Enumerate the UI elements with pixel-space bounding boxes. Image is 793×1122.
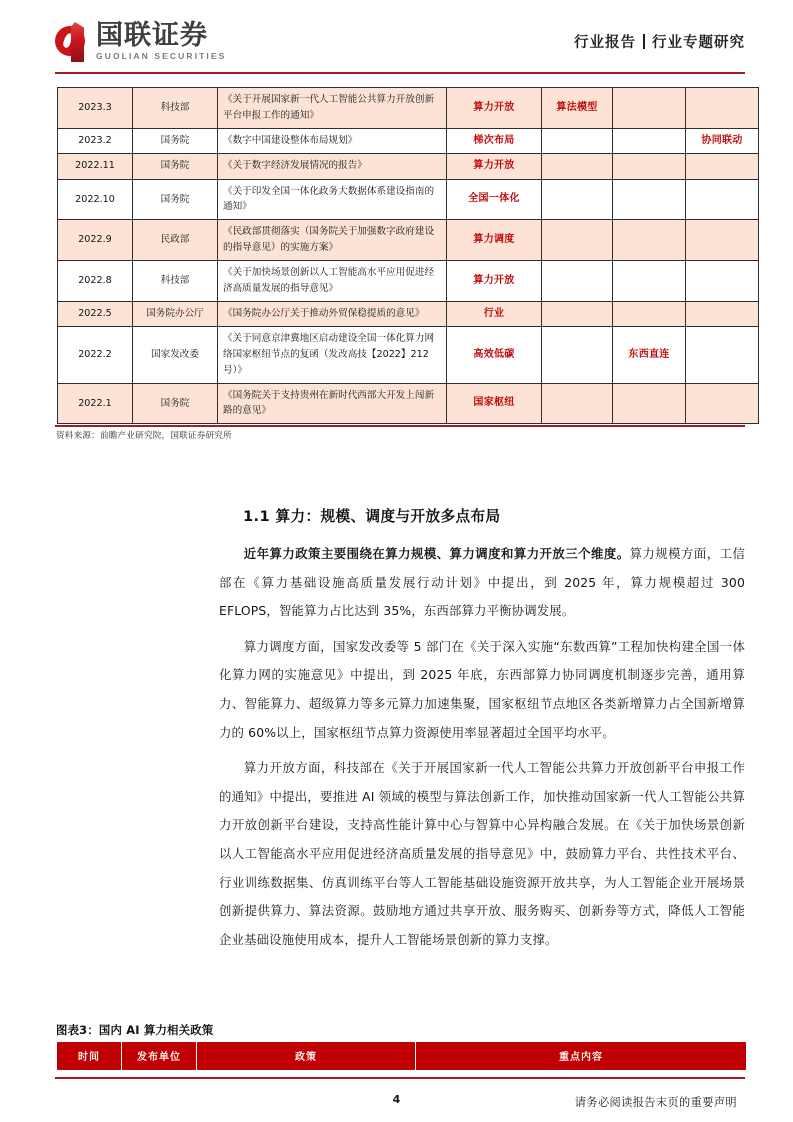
cell-keyword-1 [447, 327, 542, 383]
logo-wordmark [96, 19, 227, 61]
table-source-note: 资料来源：前瞻产业研究院，国联证券研究所 [56, 431, 232, 441]
cell-keyword-1 [447, 301, 542, 327]
cell-policy: 《民政部贯彻落实（国务院关于加强数字政府建设的指导意见）的实施方案》 [218, 220, 447, 261]
keyword-tag: 算力开放 [473, 101, 515, 113]
cell-date: 2022.11 [58, 154, 133, 180]
guolian-flame-icon [55, 20, 89, 62]
table-row [58, 260, 759, 301]
cell-org: 国务院 [133, 154, 218, 180]
cell-keyword-4 [686, 383, 759, 424]
keyword-tag: 高效低碳 [473, 348, 515, 360]
cell-policy: 《国务院办公厅关于推动外贸保稳提质的意见》 [218, 301, 447, 327]
header-report-label: 行业报告 [574, 34, 636, 51]
header-report-type [574, 31, 745, 52]
keyword-tag: 协同联动 [701, 134, 743, 146]
table-row [58, 154, 759, 180]
footer-page-number: 4 [392, 1093, 401, 1106]
header-topic-label: 行业专题研究 [652, 34, 745, 51]
cell-keyword-2 [542, 327, 613, 383]
column-header-time: 时间 [57, 1042, 122, 1070]
cell-keyword-4 [686, 88, 759, 129]
cell-date: 2022.9 [58, 220, 133, 261]
policy-table-continued [57, 87, 759, 424]
paragraph-3: 算力开放方面，科技部在《关于开展国家新一代人工智能公共算力开放创新平台申报工作的通知》中提出，要推进 AI 领域的模型与算法创新工作，加快推动国家新一代人工智能公共算力开放创新平台建设，支持高性能计算中心与智算中心异构融合发展。在《关于加快场景创新以人工智能高水平应用促进经济高质量发展的指导意见》中，鼓励算力平台、共性技术平台、行业训练数据集、仿真训练平台等人工智能基础设施资源开放共享，为人工智能企业开展场景创新提供算力、算法资源。鼓励地方通过共享开放、服务购买、创新券等方式，降低人工智能企业基础设施使用成本，提升人工智能场景创新的算力支撑。 [219, 760, 745, 947]
cell-org: 科技部 [133, 260, 218, 301]
cell-keyword-3 [613, 179, 686, 220]
cell-policy: 《关于开展国家新一代人工智能公共算力开放创新平台申报工作的通知》 [218, 88, 447, 129]
cell-keyword-4 [686, 260, 759, 301]
cell-keyword-3 [613, 383, 686, 424]
keyword-tag: 梯次布局 [473, 134, 515, 146]
cell-org: 民政部 [133, 220, 218, 261]
cell-keyword-1 [447, 128, 542, 154]
keyword-tag: 算力开放 [473, 274, 515, 286]
cell-keyword-2 [542, 383, 613, 424]
paragraph-2: 算力调度方面，国家发改委等 5 部门在《关于深入实施“东数西算”工程加快构建全国一体化算力网的实施意见》中提出，到 2025 年底，东西部算力协同调度机制逐步完善，通用算力、智能算力、超级算力等多元算力加速集聚，国家枢纽节点地区各类新增算力占全国新增算力的 60%以上，国家枢纽节点算力资源使用率显著超过全国平均水平。 [219, 638, 745, 740]
cell-keyword-2 [542, 220, 613, 261]
cell-keyword-3 [613, 260, 686, 301]
table-bottom-rule [55, 425, 745, 427]
keyword-tag: 全国一体化 [468, 193, 520, 205]
page-header [55, 10, 745, 72]
cell-keyword-3 [613, 154, 686, 180]
cell-keyword-2 [542, 154, 613, 180]
table-row [58, 128, 759, 154]
table-row [58, 383, 759, 424]
cell-keyword-4 [686, 327, 759, 383]
cell-keyword-1 [447, 88, 542, 129]
header-rule [55, 72, 745, 74]
cell-org: 国家发改委 [133, 327, 218, 383]
cell-keyword-1 [447, 154, 542, 180]
table-row [58, 327, 759, 383]
cell-keyword-3 [613, 88, 686, 129]
cell-date: 2022.1 [58, 383, 133, 424]
keyword-tag: 算力开放 [473, 160, 515, 172]
keyword-tag: 东西直连 [628, 348, 670, 360]
cell-keyword-1 [447, 179, 542, 220]
logo-chinese-name: 国联证券 [96, 22, 226, 49]
cell-date: 2022.10 [58, 179, 133, 220]
company-logo [55, 20, 226, 62]
cell-keyword-1 [447, 383, 542, 424]
figure-3-title: 图表3：国内 AI 算力相关政策 [56, 1023, 214, 1037]
cell-date: 2023.2 [58, 128, 133, 154]
column-header-key-content: 重点内容 [416, 1042, 747, 1070]
cell-keyword-2 [542, 179, 613, 220]
cell-policy: 《关于印发全国一体化政务大数据体系建设指南的通知》 [218, 179, 447, 220]
cell-keyword-3 [613, 220, 686, 261]
table-row [58, 88, 759, 129]
policy-table-body [58, 88, 759, 424]
cell-keyword-3 [613, 128, 686, 154]
table-row [58, 301, 759, 327]
cell-org: 国务院 [133, 128, 218, 154]
cell-policy: 《数字中国建设整体布局规划》 [218, 128, 447, 154]
logo-english-name: GUOLIAN SECURITIES [96, 50, 227, 61]
cell-org: 国务院 [133, 179, 218, 220]
keyword-tag: 国家枢纽 [473, 397, 515, 409]
cell-org: 科技部 [133, 88, 218, 129]
section-heading: 1.1 算力：规模、调度与开放多点布局 [243, 508, 501, 525]
paragraph-1 [219, 540, 745, 626]
table-row [58, 220, 759, 261]
paragraph-1-rest: 算力规模方面，工信部在《算力基础设施高质量发展行动计划》中提出，到 2025 年，算力规模超过 300 EFLOPS，智能算力占比达到 35%，东西部算力平衡协调发展。 [219, 546, 745, 619]
cell-keyword-2 [542, 260, 613, 301]
cell-policy: 《国务院关于支持贵州在新时代西部大开发上闯新路的意见》 [218, 383, 447, 424]
cell-keyword-3 [613, 301, 686, 327]
cell-policy: 《关于同意京津冀地区启动建设全国一体化算力网络国家枢纽节点的复函（发改高技【2022】212 号）》 [218, 327, 447, 383]
cell-keyword-3 [613, 327, 686, 383]
cell-date: 2023.3 [58, 88, 133, 129]
cell-keyword-2 [542, 88, 613, 129]
figure-3-table [57, 1042, 746, 1070]
cell-keyword-4 [686, 179, 759, 220]
cell-keyword-4 [686, 154, 759, 180]
cell-org: 国务院 [133, 383, 218, 424]
cell-keyword-4 [686, 220, 759, 261]
cell-keyword-1 [447, 220, 542, 261]
cell-keyword-4 [686, 128, 759, 154]
footer-disclaimer: 请务必阅读报告末页的重要声明 [574, 1096, 737, 1109]
paragraph-1-bold-lead: 近年算力政策主要围绕在算力规模、算力调度和算力开放三个维度。 [243, 546, 630, 561]
cell-org: 国务院办公厅 [133, 301, 218, 327]
cell-policy: 《关于加快场景创新以人工智能高水平应用促进经济高质量发展的指导意见》 [218, 260, 447, 301]
cell-date: 2022.8 [58, 260, 133, 301]
cell-policy: 《关于数字经济发展情况的报告》 [218, 154, 447, 180]
cell-keyword-2 [542, 301, 613, 327]
header-divider-icon [643, 34, 645, 49]
keyword-tag: 行业 [483, 307, 505, 319]
cell-keyword-2 [542, 128, 613, 154]
table-header-row [57, 1042, 746, 1070]
column-header-policy: 政策 [197, 1042, 416, 1070]
body-text-column [219, 540, 745, 961]
cell-date: 2022.5 [58, 301, 133, 327]
cell-keyword-4 [686, 301, 759, 327]
figure-3-bottom-rule [55, 1077, 745, 1079]
figure-3-table-head [57, 1042, 746, 1070]
cell-date: 2022.2 [58, 327, 133, 383]
keyword-tag: 算法模型 [556, 101, 598, 113]
cell-keyword-1 [447, 260, 542, 301]
keyword-tag: 算力调度 [473, 233, 515, 245]
table-row [58, 179, 759, 220]
column-header-org: 发布单位 [122, 1042, 197, 1070]
